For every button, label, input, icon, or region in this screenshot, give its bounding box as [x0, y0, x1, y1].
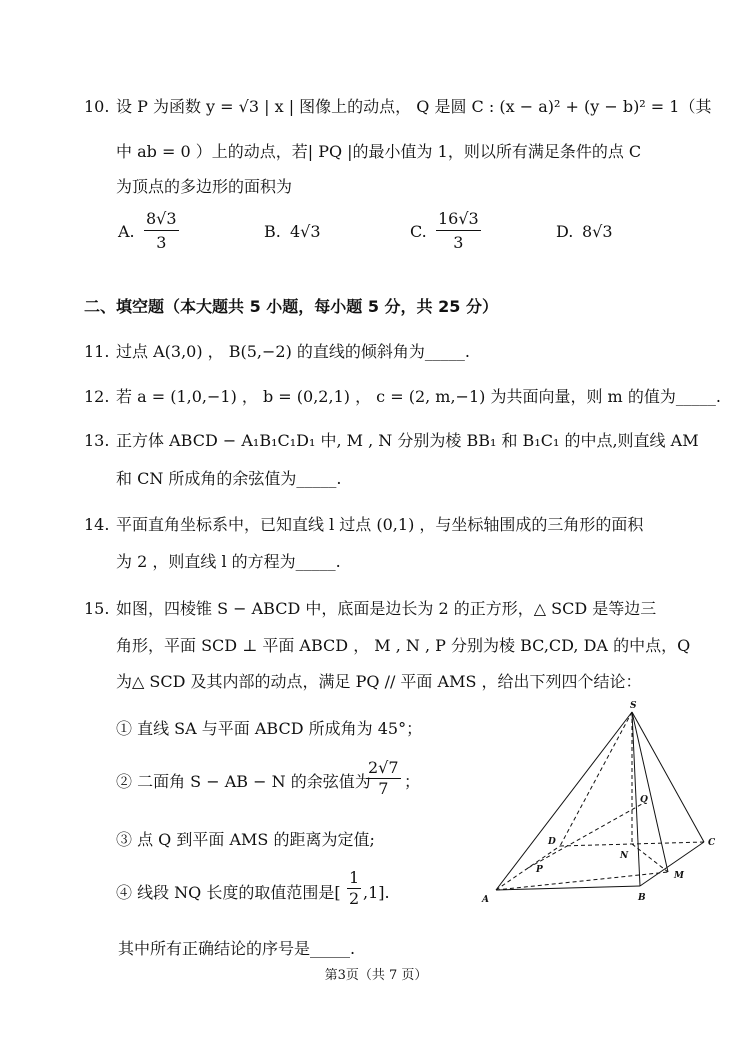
q15-line1: 如图，四棱锥 S − ABCD 中，底面是边长为 2 的正方形，△ SCD 是等边三: [116, 599, 657, 618]
q10-choices: [118, 208, 638, 258]
choice-c-numerator: 16√3: [436, 208, 481, 231]
choice-d-label: D.: [556, 222, 574, 241]
q14-line1: 平面直角坐标系中，已知直线 l 过点 (0,1) ，与坐标轴围成的三角形的面积: [116, 515, 644, 534]
label-s: S: [630, 701, 637, 711]
q15-conclusion: 其中所有正确结论的序号是_____.: [118, 939, 356, 958]
q15-statement4-denominator: 2: [349, 889, 360, 908]
q15-line3: 为△ SCD 及其内部的动点，满足 PQ // 平面 AMS ，给出下列四个结论：: [116, 672, 642, 691]
q12-number: 12.: [84, 387, 110, 406]
q14-line2: 为 2 ，则直线 l 的方程为_____.: [116, 552, 341, 571]
q11-text: 过点 A(3,0) ， B(5,−2) 的直线的倾斜角为_____.: [116, 342, 471, 361]
q15-number: 15.: [84, 599, 110, 618]
q15-statement2-numerator: 2√7: [368, 758, 399, 777]
edge-bc: [640, 842, 704, 886]
edge-sm: [632, 712, 668, 872]
choice-c-label: C.: [410, 222, 427, 241]
q15-line2: 角形，平面 SCD ⊥ 平面 ABCD ， M , N , P 分别为棱 BC,CD, DA 的中点，Q: [116, 636, 691, 655]
q13-line1: 正方体 ABCD − A₁B₁C₁D₁ 中, M , N 分别为棱 BB₁ 和 B₁C₁ 的中点,则直线 AM: [116, 431, 699, 450]
q10-number: 10.: [84, 97, 110, 116]
edge-sc: [632, 712, 704, 842]
label-n: N: [620, 851, 629, 861]
edge-sa: [496, 712, 632, 890]
q15-statement1: ① 直线 SA 与平面 ABCD 所成角为 45°；: [116, 719, 423, 738]
q13-line2: 和 CN 所成角的余弦值为_____.: [116, 469, 342, 488]
q15-statement2-prefix: ② 二面角 S − AB − N 的余弦值为: [116, 772, 371, 791]
choice-c-fraction: [436, 208, 481, 255]
label-a: A: [482, 895, 489, 905]
pyramid-figure: [474, 700, 724, 914]
choice-c-denominator: 3: [453, 233, 464, 252]
label-p: P: [536, 865, 543, 875]
label-q: Q: [640, 795, 648, 805]
choice-a-numerator: 8√3: [144, 208, 179, 231]
choice-a-denominator: 3: [156, 233, 167, 252]
choice-a-fraction: [144, 208, 179, 255]
q10-line2: 中 ab = 0 ）上的动点，若| PQ |的最小值为 1，则以所有满足条件的点 C: [116, 142, 642, 161]
label-m: M: [674, 871, 684, 881]
label-d: D: [548, 837, 556, 847]
choice-b-value: 4√3: [290, 222, 321, 241]
q15-statement4-suffix: ,1].: [363, 883, 390, 902]
q15-statement2-denominator: 7: [378, 779, 389, 798]
q14-number: 14.: [84, 515, 110, 534]
q10-line3: 为顶点的多边形的面积为: [116, 177, 293, 196]
edge-sb: [632, 712, 640, 886]
q15-statement4-fraction: [347, 868, 361, 909]
q10-line1: 设 P 为函数 y = √3 | x | 图像上的动点， Q 是圆 C : (x − a)² + (y − b)² = 1（其: [116, 97, 712, 116]
q12-text: 若 a = (1,0,−1) ， b = (0,2,1) ， c = (2, m,−1) 为共面向量，则 m 的值为_____.: [116, 387, 721, 406]
label-b: B: [638, 893, 646, 903]
q15-statement3: ③ 点 Q 到平面 AMS 的距离为定值;: [116, 830, 375, 849]
q11-number: 11.: [84, 342, 110, 361]
choice-d-value: 8√3: [582, 222, 613, 241]
choice-a-label: A.: [118, 222, 135, 241]
edge-sd: [560, 712, 632, 846]
label-c: C: [708, 838, 716, 848]
q13-number: 13.: [84, 431, 110, 450]
section-heading: 二、填空题（本大题共 5 小题，每小题 5 分，共 25 分）: [84, 297, 498, 316]
page-footer: 第3页（共 7 页）: [324, 968, 428, 983]
q15-statement2-suffix: ；: [404, 772, 421, 791]
q15-statement2-fraction: [366, 758, 401, 799]
choice-b-label: B.: [264, 222, 281, 241]
q15-statement4-numerator: 1: [349, 868, 360, 887]
q15-statement4-prefix: ④ 线段 NQ 长度的取值范围是[: [116, 883, 341, 902]
